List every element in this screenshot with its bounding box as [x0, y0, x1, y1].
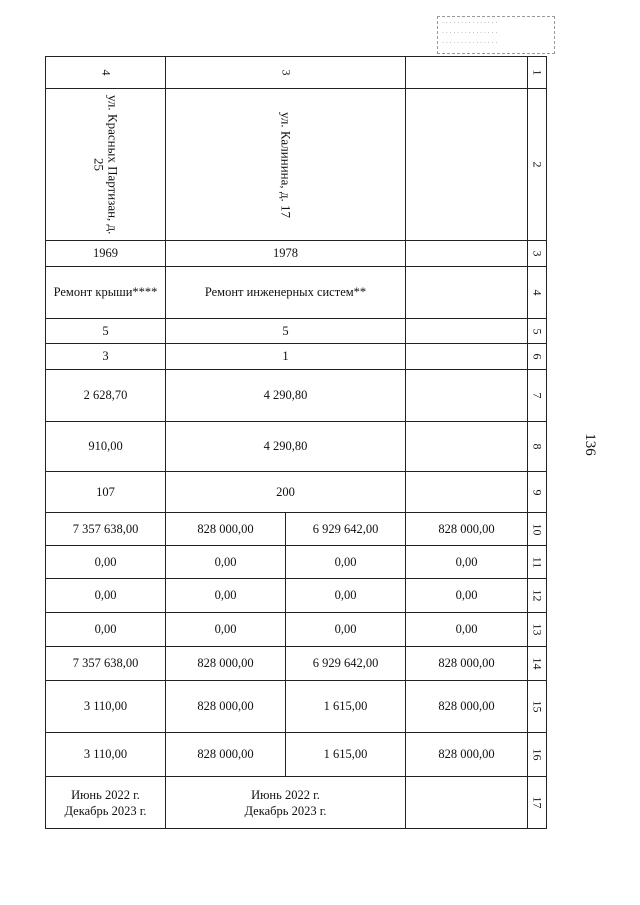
table-row: [46, 267, 547, 319]
table-row: [46, 513, 547, 546]
renovation-table: [45, 56, 547, 829]
table-cell: 6 929 642,00: [286, 513, 406, 546]
row-index-cell: 3: [528, 241, 547, 267]
table-cell: 0,00: [406, 546, 528, 579]
table-row: [46, 613, 547, 647]
table-row: [46, 344, 547, 370]
row-index-cell: 11: [528, 546, 547, 579]
table-cell: 0,00: [286, 613, 406, 647]
table-cell: 1 615,00: [286, 733, 406, 777]
row-index-cell: 13: [528, 613, 547, 647]
table-cell: 0,00: [166, 546, 286, 579]
address-row: [46, 89, 547, 241]
date-range-cell: [166, 777, 406, 829]
table-cell: 0,00: [46, 546, 166, 579]
row-index-cell: 7: [528, 370, 547, 422]
table-cell: [406, 319, 528, 344]
row-index-cell: 2: [528, 89, 547, 241]
table-row: [46, 647, 547, 681]
table-cell: 828 000,00: [166, 647, 286, 681]
table-row: [46, 579, 547, 613]
table-cell: 0,00: [286, 546, 406, 579]
row-index-cell: 1: [528, 57, 547, 89]
table-cell: 2 628,70: [46, 370, 166, 422]
table-cell: 828 000,00: [406, 647, 528, 681]
table-row: [46, 733, 547, 777]
table-row: [46, 370, 547, 422]
table-row: [46, 546, 547, 579]
table-cell: 4 290,80: [166, 370, 406, 422]
table-cell: 0,00: [406, 579, 528, 613]
stamp-line: · · · · · · · · · · · · · · ·: [442, 20, 498, 27]
row-index-cell: 14: [528, 647, 547, 681]
table-cell: Ремонт крыши****: [46, 267, 166, 319]
table-cell: 0,00: [166, 613, 286, 647]
table-cell: 7 357 638,00: [46, 647, 166, 681]
table-cell: 5: [166, 319, 406, 344]
table-cell: 0,00: [286, 579, 406, 613]
end-date: Декабрь 2023 г.: [244, 803, 327, 818]
table-cell: [406, 370, 528, 422]
address-cell: ул. Красных Партизан, д. 25: [46, 89, 166, 241]
table-cell: 4 290,80: [166, 422, 406, 472]
table-cell: [406, 344, 528, 370]
column-number-cell: 3: [166, 57, 406, 89]
row-index-cell: 10: [528, 513, 547, 546]
column-number-row: [46, 57, 547, 89]
table-cell: 5: [46, 319, 166, 344]
table-cell: 0,00: [46, 579, 166, 613]
column-number-cell: [406, 57, 528, 89]
row-index-cell: 12: [528, 579, 547, 613]
table-row: [46, 319, 547, 344]
table-cell: 200: [166, 472, 406, 513]
date-range-cell: [46, 777, 166, 829]
table-cell: 0,00: [166, 579, 286, 613]
table-row: [46, 681, 547, 733]
table-cell: [406, 241, 528, 267]
row-index-cell: 9: [528, 472, 547, 513]
table-cell: [406, 422, 528, 472]
table-cell: 828 000,00: [406, 733, 528, 777]
row-index-cell: 17: [528, 777, 547, 829]
table-cell: 828 000,00: [406, 513, 528, 546]
table-cell: 828 000,00: [166, 513, 286, 546]
start-date: Июнь 2022 г.: [71, 787, 140, 802]
page-number: 136: [581, 433, 598, 456]
table-cell: 1969: [46, 241, 166, 267]
table-row: [46, 472, 547, 513]
table-cell: 0,00: [406, 613, 528, 647]
stamp-line: · · · · · · · · · · · · · · ·: [442, 30, 498, 37]
end-date: Декабрь 2023 г.: [64, 803, 147, 818]
table-cell: 7 357 638,00: [46, 513, 166, 546]
column-number-cell: 4: [46, 57, 166, 89]
table-cell: 0,00: [46, 613, 166, 647]
row-index-cell: 6: [528, 344, 547, 370]
table-row: [46, 777, 547, 829]
table-cell: [406, 472, 528, 513]
approval-stamp: [437, 16, 555, 54]
row-index-cell: 5: [528, 319, 547, 344]
row-index-cell: 8: [528, 422, 547, 472]
table-cell: Ремонт инженерных систем**: [166, 267, 406, 319]
row-index-cell: 4: [528, 267, 547, 319]
start-date: Июнь 2022 г.: [251, 787, 320, 802]
empty-cell: [406, 89, 528, 241]
address-cell: ул. Калинина, д. 17: [166, 89, 406, 241]
table-cell: 6 929 642,00: [286, 647, 406, 681]
table-row: [46, 422, 547, 472]
table-cell: 828 000,00: [166, 681, 286, 733]
table-cell: 828 000,00: [166, 733, 286, 777]
table-cell: [406, 267, 528, 319]
table-cell: 1: [166, 344, 406, 370]
table-cell: 107: [46, 472, 166, 513]
table-cell: 828 000,00: [406, 681, 528, 733]
table-row: [46, 241, 547, 267]
table-cell: 3 110,00: [46, 733, 166, 777]
row-index-cell: 15: [528, 681, 547, 733]
table-cell: 3: [46, 344, 166, 370]
stamp-line: · · · · · · · · · · · · · · ·: [442, 40, 498, 47]
row-index-cell: 16: [528, 733, 547, 777]
table-cell: 3 110,00: [46, 681, 166, 733]
table-cell: [406, 777, 528, 829]
table-cell: 1978: [166, 241, 406, 267]
table-cell: 1 615,00: [286, 681, 406, 733]
table-cell: 910,00: [46, 422, 166, 472]
